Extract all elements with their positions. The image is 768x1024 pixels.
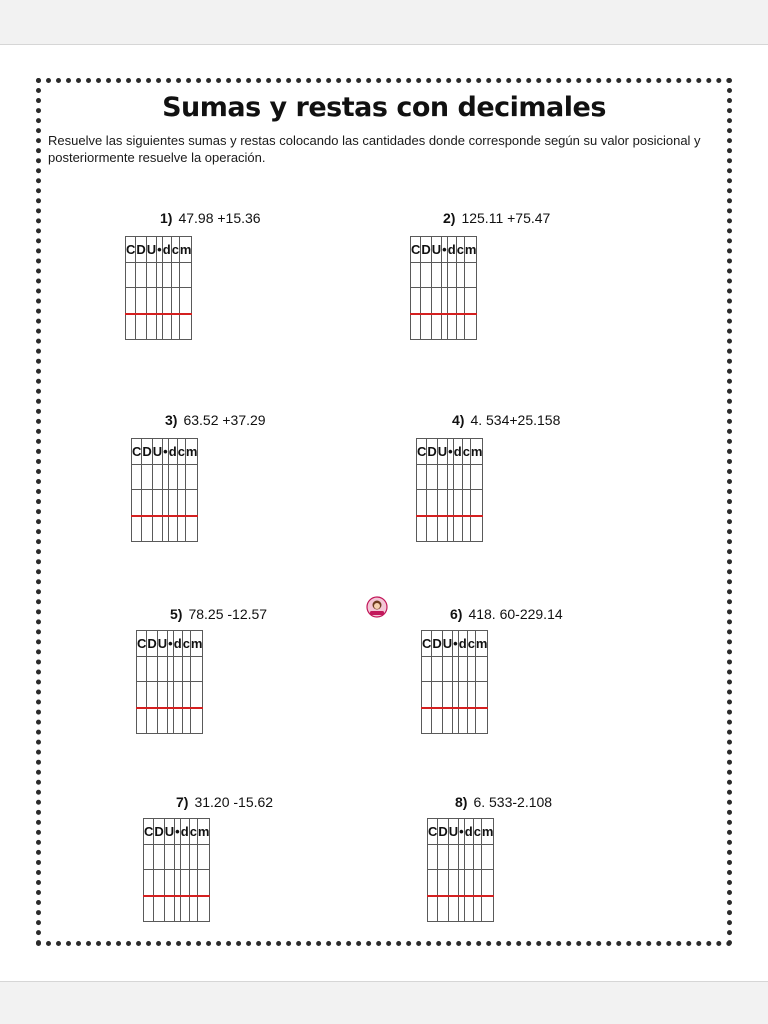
exercise-operation: 47.98 +15.36 [178, 210, 261, 226]
grid-cell[interactable] [464, 314, 477, 340]
grid-cell[interactable] [481, 870, 494, 896]
grid-cell[interactable] [173, 656, 182, 682]
exercise-label [176, 794, 273, 810]
grid-cell[interactable] [147, 708, 157, 734]
grid-cell[interactable] [144, 896, 154, 922]
grid-cell[interactable] [417, 464, 427, 490]
exercise-number: 8) [455, 794, 468, 810]
column-header: m [475, 631, 488, 657]
place-value-grid [410, 236, 477, 340]
exercise-operation: 31.20 -15.62 [194, 794, 274, 810]
grid-cell[interactable] [177, 464, 185, 490]
grid-cell[interactable] [421, 288, 431, 314]
column-header: c [462, 439, 470, 465]
place-value-grid [131, 438, 198, 542]
column-header: D [438, 819, 448, 845]
grid-cell[interactable] [144, 844, 154, 870]
column-header: U [448, 819, 458, 845]
worksheet-instructions: Resuelve las siguientes sumas y restas colocando las cantidades donde corresponde según su valor posicional y posteriormente resuelve la operación. [48, 133, 701, 165]
grid-cell[interactable] [137, 708, 147, 734]
grid-cell[interactable] [189, 844, 197, 870]
addend-row [132, 490, 198, 516]
grid-cell[interactable] [132, 516, 142, 542]
grid-cell[interactable] [431, 288, 441, 314]
column-header: m [464, 237, 477, 263]
column-header: U [157, 631, 167, 657]
exercise-operation: 63.52 +37.29 [183, 412, 266, 428]
grid-cell[interactable] [182, 708, 190, 734]
exercise-operation: 4. 534+25.158 [470, 412, 561, 428]
grid-cell[interactable] [162, 288, 171, 314]
grid-cell[interactable] [475, 682, 488, 708]
column-header: d [464, 819, 473, 845]
grid-header-row [126, 237, 192, 263]
exercise-operation: 78.25 -12.57 [188, 606, 268, 622]
grid-cell[interactable] [168, 490, 177, 516]
grid-cell[interactable] [462, 490, 470, 516]
column-header: c [456, 237, 464, 263]
column-header: D [432, 631, 442, 657]
grid-cell[interactable] [154, 844, 164, 870]
grid-cell[interactable] [137, 682, 147, 708]
column-header: U [442, 631, 452, 657]
grid-cell[interactable] [157, 708, 167, 734]
answer-row [126, 314, 192, 340]
grid-cell[interactable] [473, 870, 481, 896]
column-header: c [182, 631, 190, 657]
grid-cell[interactable] [453, 464, 462, 490]
column-header: m [190, 631, 203, 657]
grid-cell[interactable] [464, 896, 473, 922]
grid-cell[interactable] [162, 314, 171, 340]
column-header: U [437, 439, 447, 465]
addend-row [422, 682, 488, 708]
addend-row [126, 262, 192, 288]
column-header: d [447, 237, 456, 263]
grid-cell[interactable] [168, 516, 177, 542]
grid-cell[interactable] [171, 262, 179, 288]
addend-row [417, 490, 483, 516]
column-header: • [163, 439, 169, 465]
column-header: m [197, 819, 210, 845]
grid-cell[interactable] [162, 262, 171, 288]
addend-row [137, 682, 203, 708]
grid-cell[interactable] [475, 708, 488, 734]
grid-cell[interactable] [185, 516, 198, 542]
grid-cell[interactable] [152, 464, 162, 490]
grid-cell[interactable] [190, 708, 203, 734]
grid-cell[interactable] [182, 682, 190, 708]
grid-cell[interactable] [171, 314, 179, 340]
grid-cell[interactable] [180, 844, 189, 870]
column-header: c [171, 237, 179, 263]
exercise-number: 1) [160, 210, 173, 226]
column-header: c [177, 439, 185, 465]
addend-row [411, 288, 477, 314]
grid-cell[interactable] [142, 490, 152, 516]
grid-cell[interactable] [132, 490, 142, 516]
column-header: • [168, 631, 174, 657]
column-header: m [179, 237, 192, 263]
answer-row [137, 708, 203, 734]
grid-cell[interactable] [417, 516, 427, 542]
grid-cell[interactable] [462, 464, 470, 490]
grid-header-row [411, 237, 477, 263]
grid-cell[interactable] [427, 490, 437, 516]
grid-cell[interactable] [473, 844, 481, 870]
grid-cell[interactable] [422, 708, 432, 734]
grid-cell[interactable] [458, 682, 467, 708]
grid-cell[interactable] [182, 656, 190, 682]
grid-cell[interactable] [458, 708, 467, 734]
grid-cell[interactable] [447, 288, 456, 314]
grid-cell[interactable] [431, 262, 441, 288]
grid-cell[interactable] [470, 516, 483, 542]
grid-header-row [137, 631, 203, 657]
column-header: U [152, 439, 162, 465]
grid-cell[interactable] [447, 314, 456, 340]
grid-cell[interactable] [462, 516, 470, 542]
exercise-label [165, 412, 266, 428]
column-header: m [185, 439, 198, 465]
grid-cell[interactable] [185, 464, 198, 490]
exercise-number: 3) [165, 412, 178, 428]
exercise-label [455, 794, 552, 810]
grid-cell[interactable] [421, 314, 431, 340]
exercise-number: 4) [452, 412, 465, 428]
column-header: C [411, 237, 421, 263]
column-header: D [147, 631, 157, 657]
grid-cell[interactable] [164, 870, 174, 896]
grid-cell[interactable] [173, 682, 182, 708]
addend-row [422, 656, 488, 682]
grid-cell[interactable] [456, 262, 464, 288]
grid-cell[interactable] [126, 262, 136, 288]
column-header: • [175, 819, 181, 845]
place-value-grid [136, 630, 203, 734]
grid-cell[interactable] [164, 896, 174, 922]
column-header: D [136, 237, 146, 263]
grid-cell[interactable] [147, 682, 157, 708]
place-value-grid [125, 236, 192, 340]
place-value-grid [427, 818, 494, 922]
grid-cell[interactable] [137, 656, 147, 682]
grid-cell[interactable] [180, 870, 189, 896]
grid-cell[interactable] [422, 656, 432, 682]
column-header: C [137, 631, 147, 657]
grid-cell[interactable] [154, 896, 164, 922]
grid-cell[interactable] [432, 682, 442, 708]
grid-cell[interactable] [197, 896, 210, 922]
addend-row [428, 870, 494, 896]
grid-cell[interactable] [417, 490, 427, 516]
column-header: c [189, 819, 197, 845]
addend-row [126, 288, 192, 314]
grid-cell[interactable] [447, 262, 456, 288]
exercise-label [160, 210, 261, 226]
grid-cell[interactable] [189, 870, 197, 896]
grid-cell[interactable] [431, 314, 441, 340]
grid-cell[interactable] [144, 870, 154, 896]
grid-cell[interactable] [456, 288, 464, 314]
grid-cell[interactable] [421, 262, 431, 288]
answer-row [144, 896, 210, 922]
place-value-grid [416, 438, 483, 542]
grid-cell[interactable] [432, 708, 442, 734]
grid-cell[interactable] [132, 464, 142, 490]
grid-cell[interactable] [467, 656, 475, 682]
grid-cell[interactable] [438, 844, 448, 870]
grid-cell[interactable] [481, 896, 494, 922]
addend-row [132, 464, 198, 490]
column-header: D [427, 439, 437, 465]
grid-cell[interactable] [458, 656, 467, 682]
grid-cell[interactable] [448, 870, 458, 896]
grid-cell[interactable] [437, 464, 447, 490]
grid-cell[interactable] [126, 288, 136, 314]
grid-cell[interactable] [464, 262, 477, 288]
grid-cell[interactable] [467, 682, 475, 708]
addend-row [411, 262, 477, 288]
column-header: U [164, 819, 174, 845]
grid-cell[interactable] [470, 464, 483, 490]
addend-row [417, 464, 483, 490]
school-mascot-logo-icon [366, 596, 388, 618]
column-header: • [453, 631, 459, 657]
grid-cell[interactable] [475, 656, 488, 682]
column-header: C [144, 819, 154, 845]
grid-cell[interactable] [190, 682, 203, 708]
exercise-label [170, 606, 267, 622]
grid-cell[interactable] [453, 490, 462, 516]
answer-row [411, 314, 477, 340]
grid-cell[interactable] [157, 656, 167, 682]
grid-cell[interactable] [428, 844, 438, 870]
grid-cell[interactable] [411, 262, 421, 288]
answer-row [417, 516, 483, 542]
grid-cell[interactable] [442, 682, 452, 708]
grid-cell[interactable] [453, 516, 462, 542]
column-header: d [162, 237, 171, 263]
grid-cell[interactable] [136, 314, 146, 340]
column-header: d [168, 439, 177, 465]
column-header: C [428, 819, 438, 845]
exercise-number: 5) [170, 606, 183, 622]
grid-cell[interactable] [168, 464, 177, 490]
grid-cell[interactable] [179, 288, 192, 314]
grid-cell[interactable] [427, 516, 437, 542]
grid-cell[interactable] [173, 708, 182, 734]
grid-cell[interactable] [180, 896, 189, 922]
grid-cell[interactable] [467, 708, 475, 734]
column-header: C [422, 631, 432, 657]
exercise-number: 6) [450, 606, 463, 622]
grid-cell[interactable] [428, 896, 438, 922]
grid-cell[interactable] [146, 262, 156, 288]
column-header: • [157, 237, 163, 263]
grid-cell[interactable] [448, 844, 458, 870]
answer-row [132, 516, 198, 542]
grid-cell[interactable] [147, 656, 157, 682]
grid-header-row [417, 439, 483, 465]
grid-cell[interactable] [154, 870, 164, 896]
exercise-operation: 6. 533-2.108 [473, 794, 553, 810]
grid-header-row [132, 439, 198, 465]
grid-cell[interactable] [470, 490, 483, 516]
column-header: • [448, 439, 454, 465]
addend-row [144, 870, 210, 896]
column-header: C [417, 439, 427, 465]
grid-cell[interactable] [190, 656, 203, 682]
grid-cell[interactable] [152, 490, 162, 516]
grid-cell[interactable] [442, 656, 452, 682]
grid-cell[interactable] [448, 896, 458, 922]
grid-cell[interactable] [177, 490, 185, 516]
grid-cell[interactable] [136, 262, 146, 288]
exercise-number: 2) [443, 210, 456, 226]
column-header: D [421, 237, 431, 263]
grid-cell[interactable] [197, 844, 210, 870]
column-header: c [473, 819, 481, 845]
column-header: c [467, 631, 475, 657]
place-value-grid [421, 630, 488, 734]
grid-cell[interactable] [464, 844, 473, 870]
column-header: U [146, 237, 156, 263]
exercise-label [452, 412, 560, 428]
column-header: C [126, 237, 136, 263]
grid-cell[interactable] [438, 896, 448, 922]
column-header: D [154, 819, 164, 845]
column-header: d [173, 631, 182, 657]
grid-cell[interactable] [456, 314, 464, 340]
grid-cell[interactable] [157, 682, 167, 708]
addend-row [144, 844, 210, 870]
answer-row [428, 896, 494, 922]
grid-cell[interactable] [437, 516, 447, 542]
addend-row [428, 844, 494, 870]
grid-cell[interactable] [197, 870, 210, 896]
grid-cell[interactable] [432, 656, 442, 682]
grid-cell[interactable] [464, 870, 473, 896]
exercise-operation: 125.11 +75.47 [461, 210, 551, 226]
grid-cell[interactable] [179, 262, 192, 288]
grid-cell[interactable] [473, 896, 481, 922]
grid-cell[interactable] [146, 314, 156, 340]
column-header: d [453, 439, 462, 465]
grid-cell[interactable] [189, 896, 197, 922]
grid-cell[interactable] [136, 288, 146, 314]
column-header: d [180, 819, 189, 845]
grid-cell[interactable] [464, 288, 477, 314]
exercise-label [450, 606, 563, 622]
addend-row [137, 656, 203, 682]
place-value-grid [143, 818, 210, 922]
grid-cell[interactable] [171, 288, 179, 314]
grid-cell[interactable] [142, 516, 152, 542]
grid-header-row [422, 631, 488, 657]
grid-cell[interactable] [164, 844, 174, 870]
grid-cell[interactable] [437, 490, 447, 516]
grid-cell[interactable] [146, 288, 156, 314]
grid-header-row [428, 819, 494, 845]
grid-cell[interactable] [438, 870, 448, 896]
column-header: d [458, 631, 467, 657]
grid-cell[interactable] [428, 870, 438, 896]
column-header: C [132, 439, 142, 465]
worksheet-title: Sumas y restas con decimales [162, 92, 606, 123]
grid-cell[interactable] [126, 314, 136, 340]
column-header: • [442, 237, 448, 263]
grid-cell[interactable] [411, 288, 421, 314]
grid-cell[interactable] [411, 314, 421, 340]
grid-cell[interactable] [142, 464, 152, 490]
grid-header-row [144, 819, 210, 845]
grid-cell[interactable] [427, 464, 437, 490]
grid-cell[interactable] [481, 844, 494, 870]
answer-row [422, 708, 488, 734]
column-header: U [431, 237, 441, 263]
exercise-label [443, 210, 550, 226]
column-header: m [481, 819, 494, 845]
grid-cell[interactable] [442, 708, 452, 734]
column-header: D [142, 439, 152, 465]
grid-cell[interactable] [179, 314, 192, 340]
exercise-operation: 418. 60-229.14 [468, 606, 563, 622]
grid-cell[interactable] [185, 490, 198, 516]
grid-cell[interactable] [422, 682, 432, 708]
column-header: m [470, 439, 483, 465]
column-header: • [459, 819, 465, 845]
exercise-number: 7) [176, 794, 189, 810]
grid-cell[interactable] [152, 516, 162, 542]
grid-cell[interactable] [177, 516, 185, 542]
